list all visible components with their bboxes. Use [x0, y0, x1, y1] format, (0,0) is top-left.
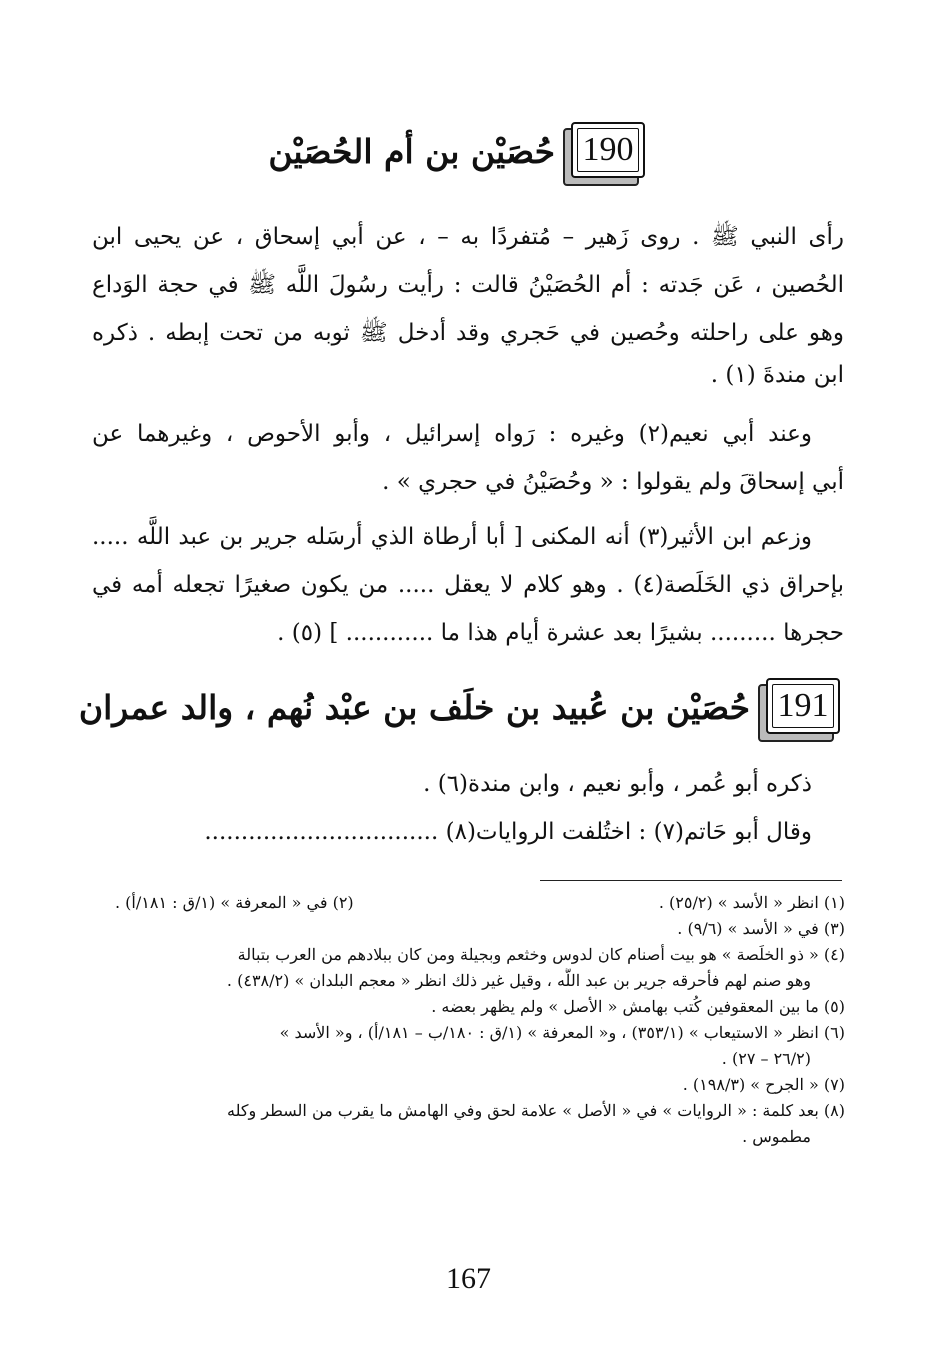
- footnotes: [95, 890, 845, 1150]
- text-line: ابن مندةَ (١) .: [710, 362, 844, 388]
- text-line: وهو على راحلته وحُصين في حَجري وقد أدخل ﷺ ثوبه من تحت إبطه . ذكره: [92, 320, 844, 346]
- paragraph: [92, 213, 844, 393]
- footnote-2: (٢) في « المعرفة » (١/ق : ١٨١/أ) .: [115, 893, 354, 912]
- footnote-4: (٤) « ذو الخلَصة » هو بيت أصنام كان لدوس وخثعم وبجيلة ومن كان ببلادهم من العرب بتبالة: [237, 945, 845, 964]
- page-number: 167: [446, 1262, 491, 1295]
- text-line: أبي إسحاقَ ولم يقولوا : « وحُصَيْنُ في حجري » .: [382, 469, 844, 495]
- entry-number-box: [766, 678, 842, 736]
- footnote-6: (٦) انظر « الاستيعاب » (٣٥٣/١) ، و« المعرفة » (١/ق : ١٨٠/ب – ١٨١/أ) ، و« الأسد »: [279, 1023, 845, 1042]
- footnote-6-cont: (٢٦/٢ – ٢٧) .: [721, 1049, 811, 1068]
- paragraph: [92, 760, 844, 808]
- entry-number: 191: [766, 678, 840, 734]
- footnote-8: (٨) بعد كلمة : « الروايات » في « الأصل » علامة لحق وفي الهامش ما يقرب من السطر وكله: [227, 1101, 845, 1120]
- paragraph: [92, 410, 844, 506]
- paragraph: [92, 513, 844, 657]
- text-line: وزعم ابن الأثير(٣) أنه المكنى [ أبا أرطاة الذي أرسَله جرير بن عبد اللَّه .....: [92, 524, 812, 550]
- footnote-1: (١) انظر « الأسد » (٢٥/٢) .: [658, 893, 845, 912]
- entry-number: 190: [571, 122, 645, 178]
- entry-title: حُصَيْن بن أم الحُصَيْن: [268, 131, 555, 171]
- entry-heading-191: [79, 678, 842, 736]
- text-line: رأى النبي ﷺ . روى زَهير – مُتفردًا به – ، عن أبي إسحاق ، عن يحيى ابن: [92, 224, 844, 250]
- text-line: بإحراق ذي الخَلَصة(٤) . وهو كلام لا يعقل ..... من يكون صغيرًا تجعله أمه في: [92, 572, 844, 598]
- entry-heading-190: [268, 122, 647, 180]
- entry-title: حُصَيْن بن عُبيد بن خلَف بن عبْد نُهم ، والد عمران: [78, 687, 750, 727]
- footnote-7: (٧) « الجرح » (١٩٨/٣) .: [682, 1075, 845, 1094]
- entry-number-box: [571, 122, 647, 180]
- paragraph: [92, 808, 844, 856]
- text-line: وعند أبي نعيم(٢) وغيره : رَواه إسرائيل ، وأبو الأحوص ، وغيرهما عن: [92, 421, 812, 447]
- footnote-8-cont: مطموس .: [742, 1127, 811, 1146]
- text-line: حجرها ......... بشيرًا بعد عشرة أيام هذا ما ............ ] (٥) .: [277, 620, 844, 646]
- footnote-4-cont: وهو صنم لهم فأحرقه جرير بن عبد اللَّه ، وقيل غير ذلك انظر « معجم البلدان » (٤٣٨/٢) .: [226, 971, 811, 990]
- footnote-3: (٣) في « الأسد » (٩/٦) .: [677, 919, 845, 938]
- footnote-separator: [540, 880, 842, 881]
- text-line: ذكره أبو عُمر ، وأبو نعيم ، وابن مندة(٦) .: [423, 771, 812, 797]
- footnote-5: (٥) ما بين المعقوفين كُتب بهامش « الأصل » ولم يظهر بعضه .: [431, 997, 845, 1016]
- text-line: وقال أبو حَاتم(٧) : اختُلفت الروايات(٨) ................................: [204, 819, 812, 845]
- text-line: الحُصين ، عَن جَدته : أم الحُصَيْنُ قالت : رأيت رسُولَ اللَّه ﷺ في حجة الوَداع: [92, 272, 844, 298]
- footnote-row: [95, 890, 845, 916]
